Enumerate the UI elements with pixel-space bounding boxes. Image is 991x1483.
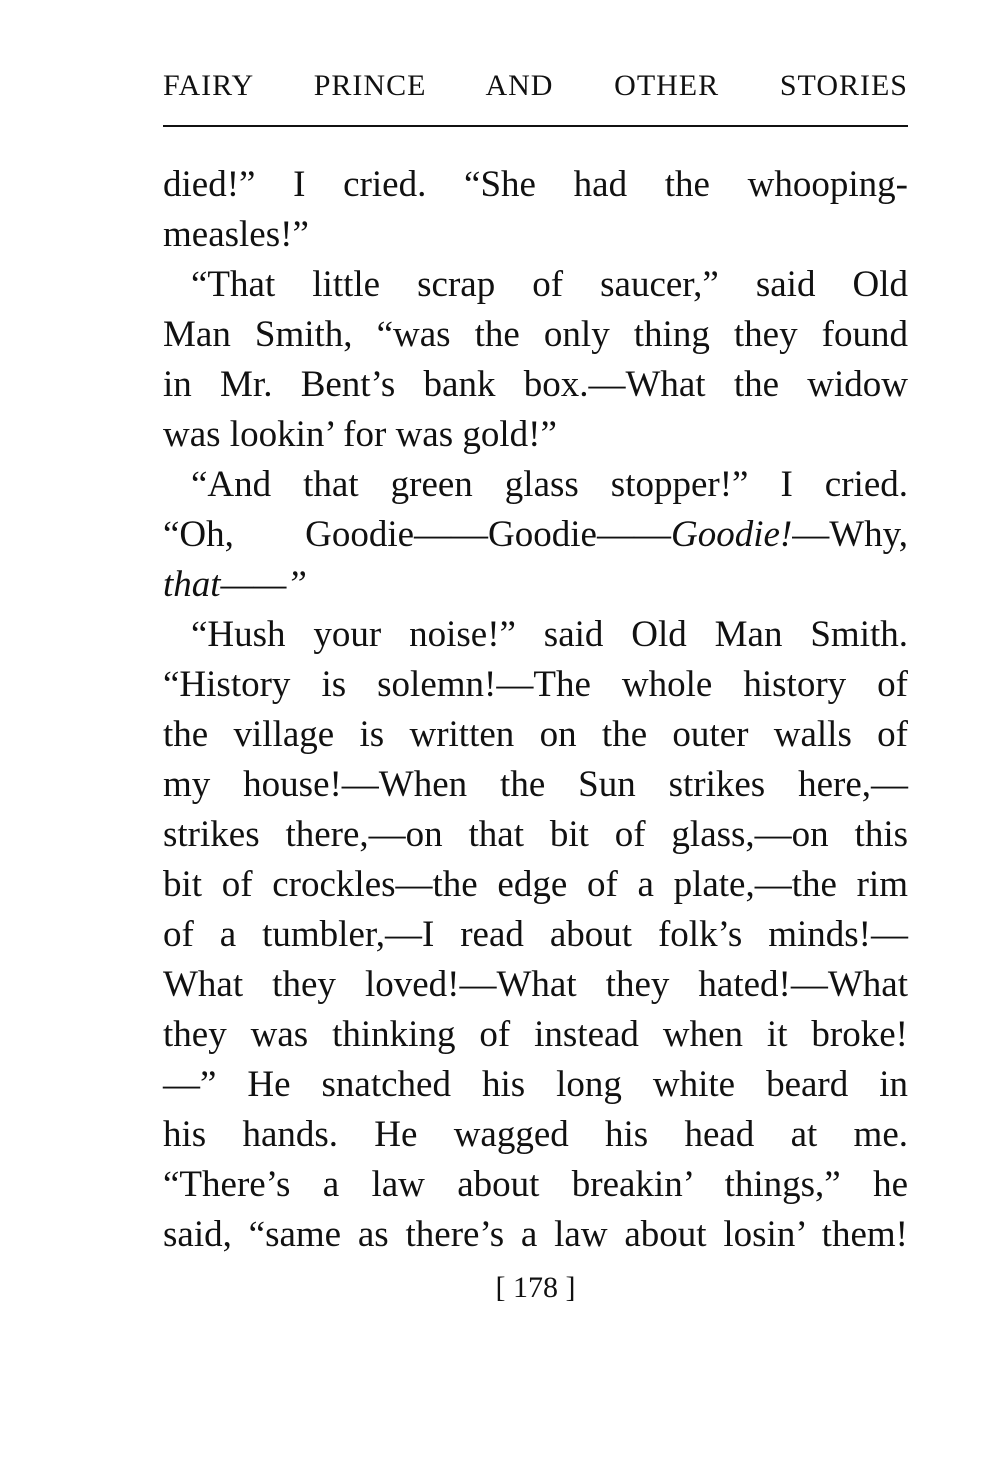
text-line: “History is solemn!—The whole history of: [163, 664, 908, 705]
text-line: said, “same as there’s a law about losin’ them!: [163, 1214, 908, 1255]
text-line: my house!—When the Sun strikes here,—: [163, 764, 908, 805]
text-line: strikes there,—on that bit of glass,—on this: [163, 814, 908, 855]
text-line: “There’s a law about breakin’ things,” he: [163, 1164, 908, 1205]
text-run: —Why,: [792, 514, 908, 555]
text-line: they was thinking of instead when it broke!: [163, 1014, 908, 1055]
story-text: [163, 160, 908, 1260]
text-line: measles!”: [163, 214, 309, 255]
text-line: in Mr. Bent’s bank box.—What the widow: [163, 364, 908, 405]
text-line: “That little scrap of saucer,” said Old: [191, 264, 908, 305]
text-line: Man Smith, “was the only thing they found: [163, 314, 908, 355]
text-line: [163, 510, 908, 560]
text-line: died!” I cried. “She had the whooping-: [163, 164, 908, 205]
text-line: [163, 560, 908, 610]
italic-text: Goodie!: [670, 514, 793, 555]
text-line: What they loved!—What they hated!—What: [163, 964, 908, 1005]
text-line: the village is written on the outer walls of: [163, 714, 908, 755]
text-line: “And that green glass stopper!” I cried.: [191, 464, 908, 505]
text-line: his hands. He wagged his head at me.: [163, 1114, 908, 1155]
text-line: “Hush your noise!” said Old Man Smith.: [191, 614, 908, 655]
header-rule: [163, 125, 908, 127]
page-number: [ 178 ]: [495, 1271, 576, 1304]
text-line: of a tumbler,—I read about folk’s minds!—: [163, 914, 908, 955]
text-line: —” He snatched his long white beard in: [163, 1064, 908, 1105]
running-title: FAIRY PRINCE AND OTHER STORIES: [163, 69, 908, 102]
text-line: was lookin’ for was gold!”: [163, 414, 557, 455]
text-run: “Oh, Goodie——Goodie——: [163, 514, 671, 555]
italic-text: that——”: [163, 564, 307, 605]
text-line: bit of crockles—the edge of a plate,—the rim: [163, 864, 908, 905]
